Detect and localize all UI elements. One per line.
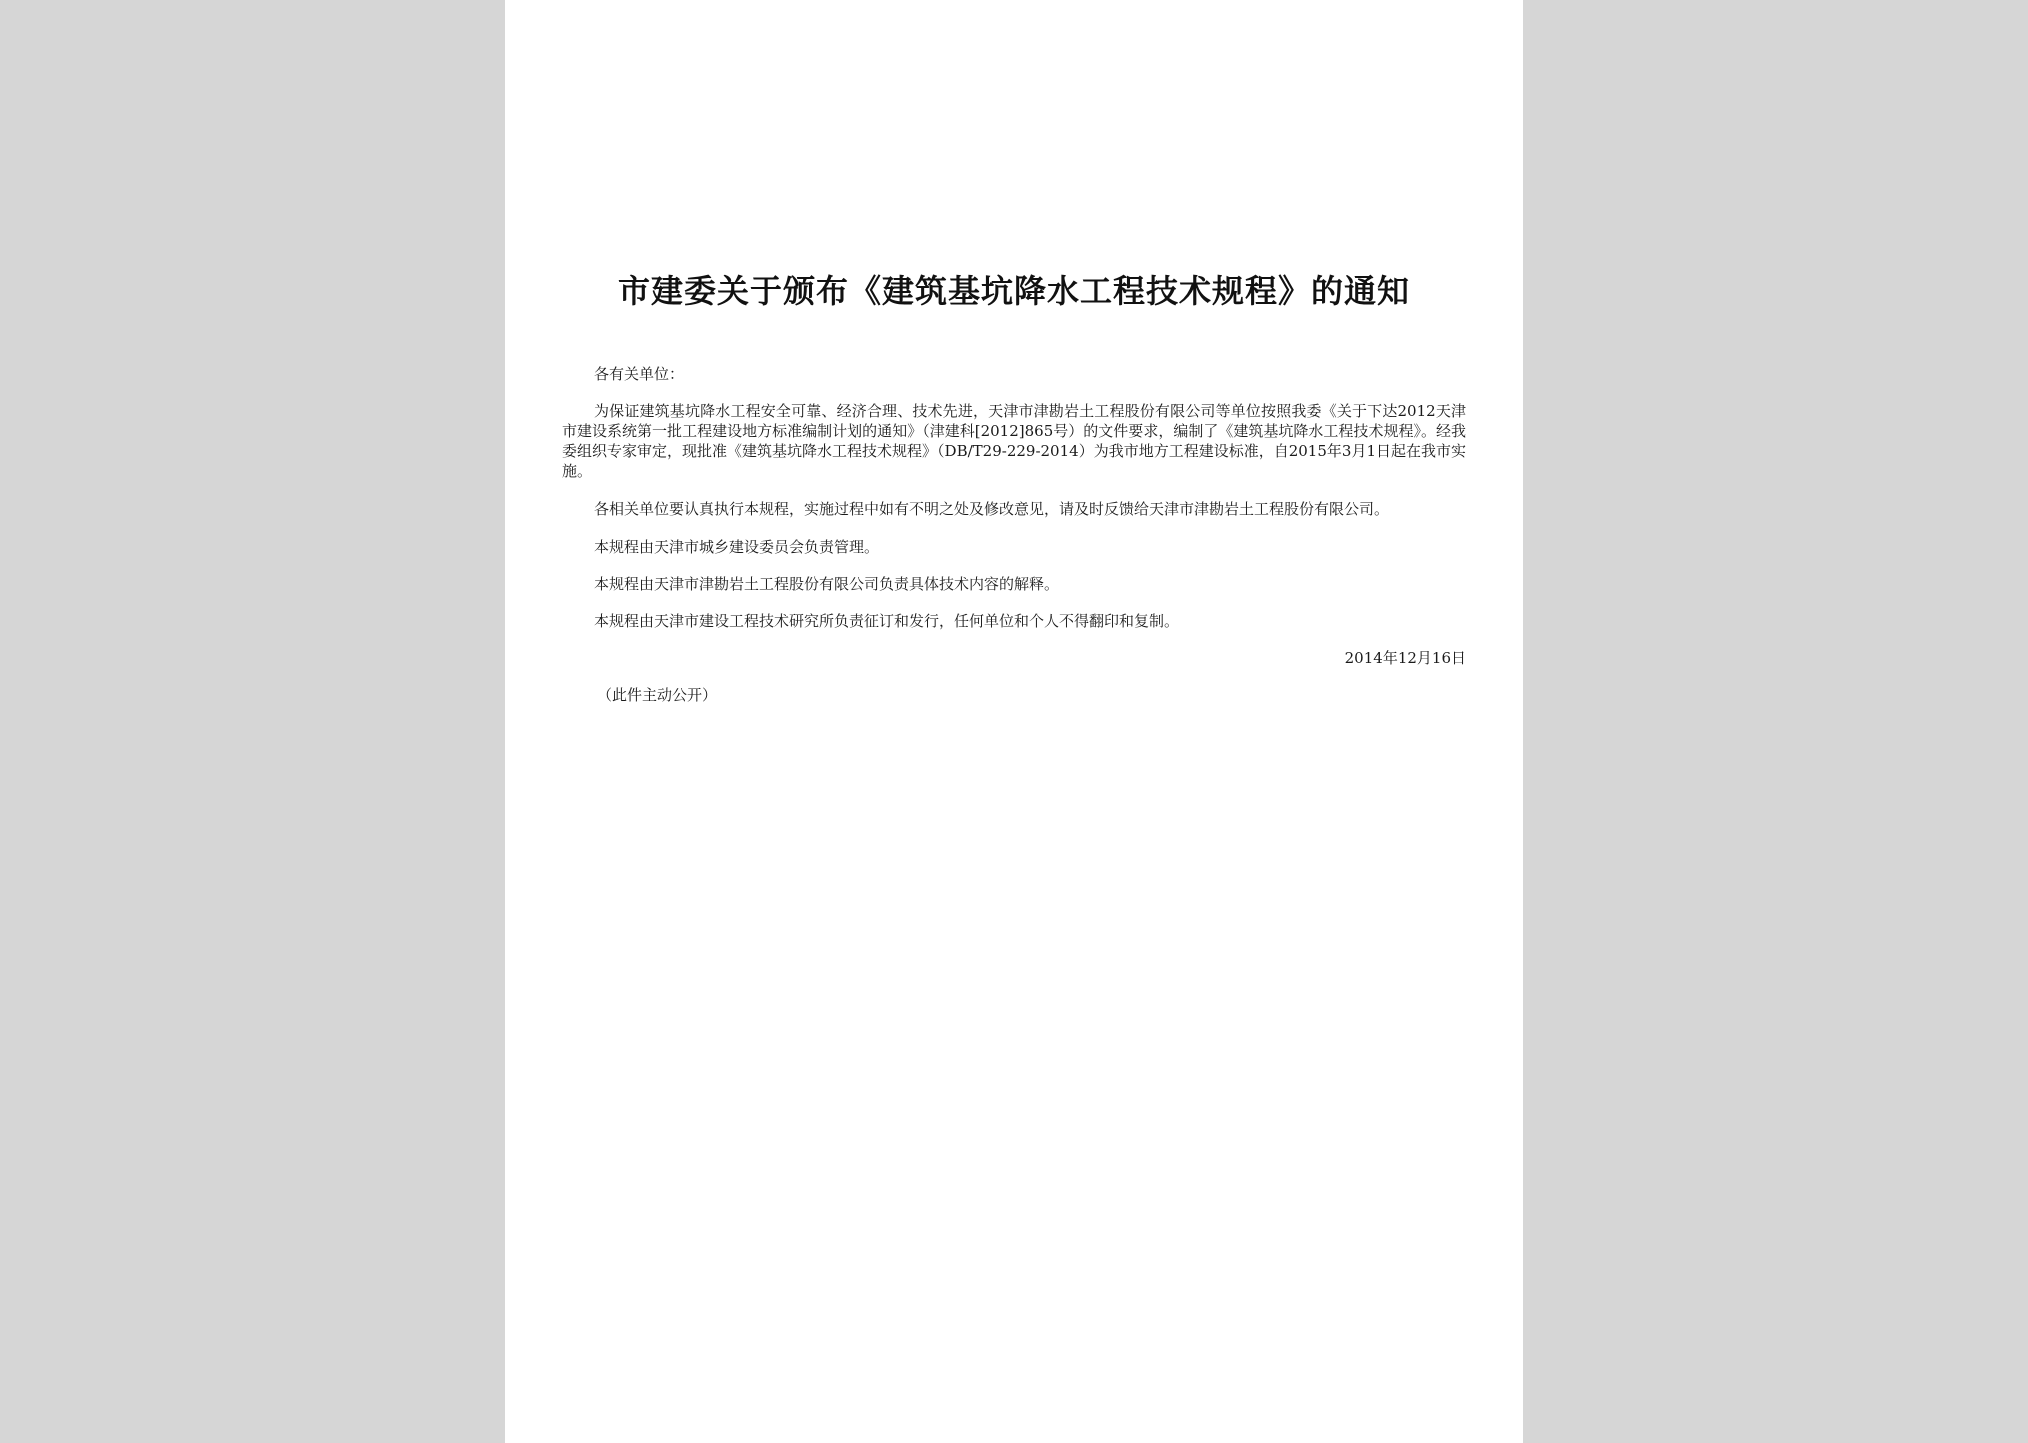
document-title: 市建委关于颁布《建筑基坑降水工程技术规程》的通知 <box>617 272 1410 310</box>
paragraph-2: 各相关单位要认真执行本规程，实施过程中如有不明之处及修改意见，请及时反馈给天津市津勘岩土工程股份有限公司。 <box>594 500 1390 518</box>
paragraph-4: 本规程由天津市津勘岩土工程股份有限公司负责具体技术内容的解释。 <box>594 575 1060 593</box>
disclosure-note: （此件主动公开） <box>597 686 718 704</box>
issue-date: 2014年12月16日 <box>1344 649 1466 667</box>
document-page <box>505 0 1523 1443</box>
paragraph-3: 本规程由天津市城乡建设委员会负责管理。 <box>594 538 880 556</box>
salutation: 各有关单位： <box>594 365 685 383</box>
paragraph-1: 为保证建筑基坑降水工程安全可靠、经济合理、技术先进，天津市津勘岩土工程股份有限公司等单位按照我委《关于下达2012天津市建设系统第一批工程建设地方标准编制计划的通知》（津建科[2012]865号）的文件要求，编制了《建筑基坑降水工程技术规程》。经我委组织专家审定，现批准《建筑基坑降水工程技术规程》（DB/T29-229-2014）为我市地方工程建设标准，自2015年3月1日起在我市实施。 <box>562 402 1466 480</box>
paragraph-5: 本规程由天津市建设工程技术研究所负责征订和发行，任何单位和个人不得翻印和复制。 <box>594 612 1180 630</box>
